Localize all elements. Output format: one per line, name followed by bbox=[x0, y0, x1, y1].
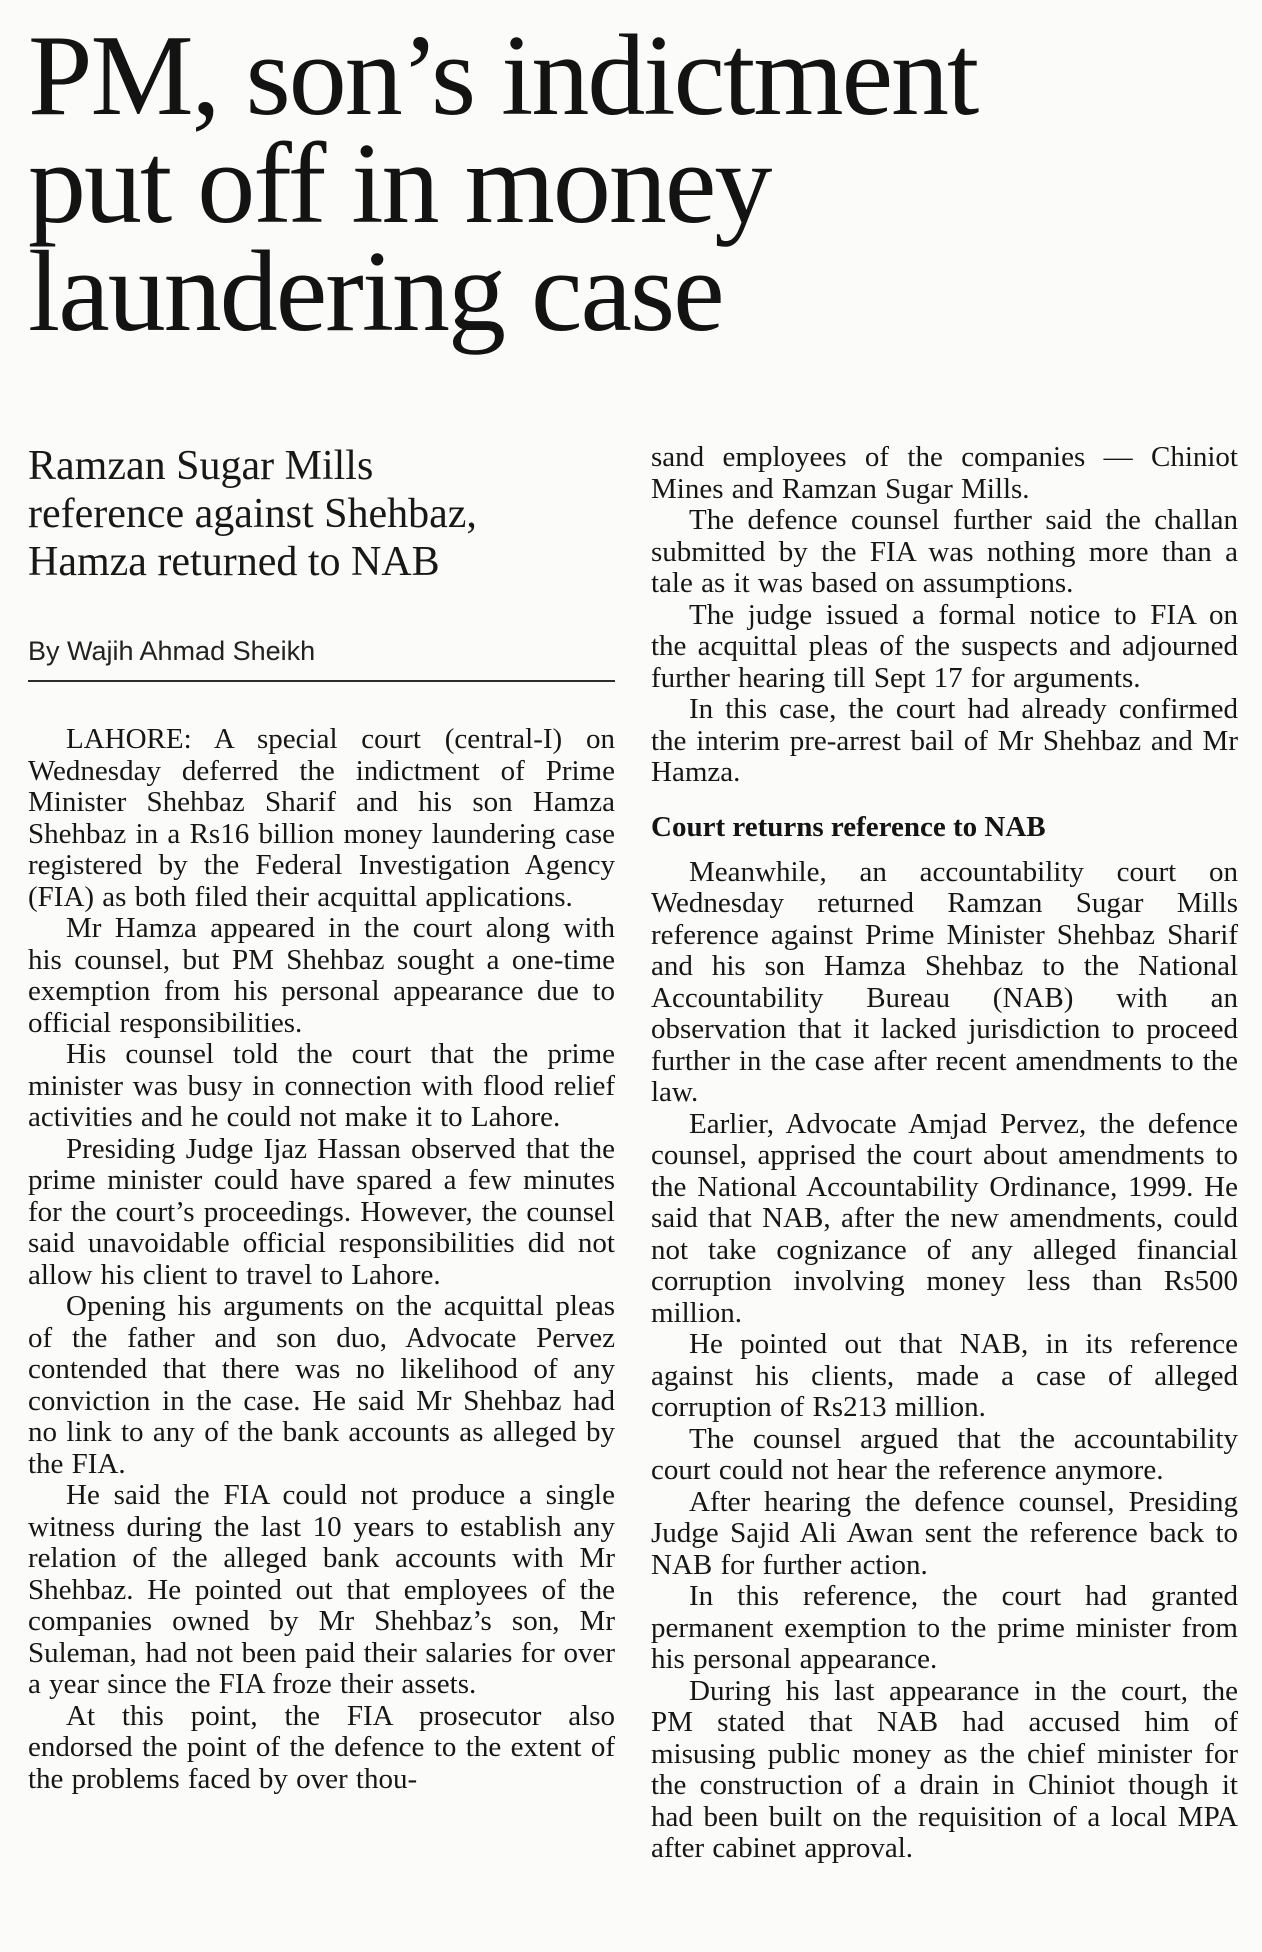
body-paragraph: Opening his arguments on the acquittal pleas of the father and son duo, Advocate Pervez contended that there was no likelihood of any conviction in the case. He said Mr Shehbaz had no link to any of the bank accounts as alleged by the FIA. bbox=[28, 1290, 615, 1480]
body-paragraph: After hearing the defence counsel, Presiding Judge Sajid Ali Awan sent the reference back to NAB for further action. bbox=[651, 1485, 1238, 1581]
subheadline-line: Hamza returned to NAB bbox=[28, 539, 440, 585]
left-column-body bbox=[28, 724, 615, 1795]
body-paragraph: His counsel told the court that the prime minister was busy in connection with flood relief activities and he could not make it to Lahore. bbox=[28, 1038, 615, 1133]
headline-line: put off in money bbox=[28, 120, 771, 248]
body-paragraph: He pointed out that NAB, in its reference against his clients, made a case of alleged corruption of Rs213 million. bbox=[651, 1328, 1238, 1423]
body-paragraph: Meanwhile, an accountability court on Wednesday returned Ramzan Sugar Mills reference against Prime Minister Shehbaz Sharif and his son Hamza Shehbaz to the National Accountability Bureau (NAB) with an observation that it lacked jurisdiction to proceed further in the case after recent amendments to the law. bbox=[651, 855, 1238, 1108]
body-paragraph: At this point, the FIA prosecutor also endorsed the point of the defence to the extent of the problems faced by over thou- bbox=[28, 1699, 615, 1795]
article-columns bbox=[28, 442, 1238, 1865]
subheadline-line: Ramzan Sugar Mills bbox=[28, 443, 374, 489]
section-subhead: Court returns reference to NAB bbox=[651, 810, 1046, 843]
byline-block bbox=[28, 636, 615, 682]
body-paragraph: Mr Hamza appeared in the court along with his counsel, but PM Shehbaz sought a one-time exemption from his personal appearance due to official responsibilities. bbox=[28, 912, 615, 1039]
body-paragraph: Presiding Judge Ijaz Hassan observed that the prime minister could have spared a few minutes for the court’s proceedings. However, the counsel said unavoidable official responsibilities did not allow his client to travel to Lahore. bbox=[28, 1132, 615, 1291]
body-paragraph: In this case, the court had already confirmed the interim pre-arrest bail of Mr Shehbaz and Mr Hamza. bbox=[651, 693, 1238, 788]
body-paragraph: The defence counsel further said the challan submitted by the FIA was nothing more than a tale as it was based on assumptions. bbox=[651, 504, 1238, 599]
article-headline bbox=[28, 12, 1238, 356]
headline-line: laundering case bbox=[28, 228, 723, 356]
body-paragraph: LAHORE: A special court (central-I) on Wednesday deferred the indictment of Prime Minister Shehbaz Sharif and his son Hamza Shehbaz in a Rs16 billion money laundering case registered by the Federal Investigation Agency (FIA) as both filed their acquittal applications. bbox=[28, 723, 615, 913]
body-paragraph: During his last appearance in the court, the PM stated that NAB had accused him of misusing public money as the chief minister for the construction of a drain in Chiniot though it had been built on the requisition of a local MPA after cabinet approval. bbox=[651, 1674, 1238, 1864]
byline: By Wajih Ahmad Sheikh bbox=[28, 636, 316, 666]
subheadline-line: reference against Shehbaz, bbox=[28, 491, 477, 537]
body-paragraph: Earlier, Advocate Amjad Pervez, the defence counsel, apprised the court about amendments to the National Accountability Ordinance, 1999. He said that NAB, after the new amendments, could not take cognizance of any alleged financial corruption involving money less than Rs500 million. bbox=[651, 1107, 1238, 1329]
body-paragraph: The counsel argued that the accountability court could not hear the reference anymore. bbox=[651, 1422, 1238, 1486]
body-paragraph: In this reference, the court had granted permanent exemption to the prime minister from his personal appearance. bbox=[651, 1580, 1238, 1675]
body-paragraph: sand employees of the companies — Chiniot Mines and Ramzan Sugar Mills. bbox=[651, 441, 1238, 505]
column-right bbox=[651, 442, 1238, 1865]
body-paragraph: He said the FIA could not produce a single witness during the last 10 years to establish any relation of the alleged bank accounts with Mr Shehbaz. He pointed out that employees of the companies owned by Mr Shehbaz’s son, Mr Suleman, had not been paid their salaries for over a year since the FIA froze their assets. bbox=[28, 1479, 615, 1700]
article-subheadline bbox=[28, 442, 615, 586]
column-left bbox=[28, 442, 615, 1865]
headline-line: PM, son’s indictment bbox=[28, 12, 978, 140]
body-paragraph: The judge issued a formal notice to FIA on the acquittal pleas of the suspects and adjourned further hearing till Sept 17 for arguments. bbox=[651, 598, 1238, 694]
